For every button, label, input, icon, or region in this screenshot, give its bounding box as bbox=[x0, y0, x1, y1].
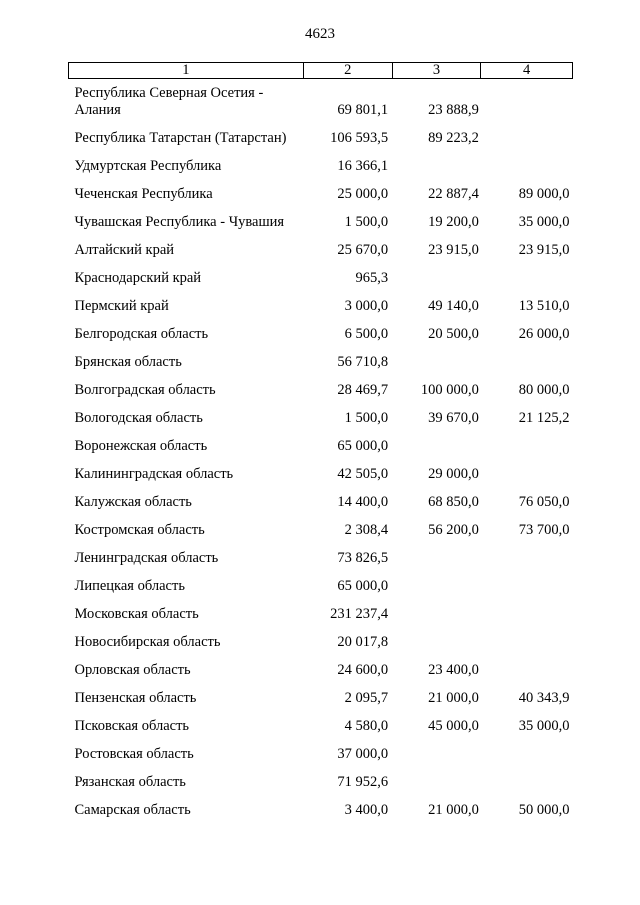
table-row bbox=[69, 651, 573, 679]
table-body bbox=[69, 79, 573, 820]
value-cell-col2: 37 000,0 bbox=[337, 746, 389, 762]
region-name-cell: Республика Северная Осетия - Алания bbox=[74, 85, 264, 118]
value-cell-col4: 76 050,0 bbox=[518, 494, 570, 510]
table-row bbox=[69, 399, 573, 427]
value-cell-col3 bbox=[392, 427, 481, 455]
value-cell-col3: 19 200,0 bbox=[428, 214, 479, 230]
region-name-cell: Псковская область bbox=[74, 718, 190, 734]
value-cell-col2: 14 400,0 bbox=[337, 494, 389, 510]
value-cell-col4: 23 915,0 bbox=[518, 242, 570, 258]
value-cell-col3 bbox=[392, 735, 481, 763]
value-cell-col4: 35 000,0 bbox=[518, 718, 570, 734]
region-name-cell: Калининградская область bbox=[74, 466, 234, 482]
value-cell-col2: 6 500,0 bbox=[344, 326, 389, 342]
region-name-cell: Брянская область bbox=[74, 354, 182, 370]
region-name-cell: Московская область bbox=[74, 606, 199, 622]
value-cell-col4 bbox=[481, 735, 573, 763]
region-name-cell: Волгоградская область bbox=[74, 382, 216, 398]
region-name-cell: Липецкая область bbox=[74, 578, 185, 594]
value-cell-col3: 21 000,0 bbox=[428, 690, 479, 706]
table-row bbox=[69, 539, 573, 567]
value-cell-col4: 89 000,0 bbox=[518, 186, 570, 202]
value-cell-col4 bbox=[481, 343, 573, 371]
table-row bbox=[69, 679, 573, 707]
value-cell-col3: 23 915,0 bbox=[428, 242, 479, 258]
data-table bbox=[68, 62, 573, 819]
value-cell-col3: 68 850,0 bbox=[428, 494, 479, 510]
value-cell-col3: 39 670,0 bbox=[428, 410, 479, 426]
region-name-cell: Калужская область bbox=[74, 494, 192, 510]
table-row bbox=[69, 735, 573, 763]
table-row bbox=[69, 259, 573, 287]
value-cell-col4 bbox=[481, 539, 573, 567]
value-cell-col4: 13 510,0 bbox=[518, 298, 570, 314]
value-cell-col4 bbox=[481, 147, 573, 175]
page-number: 4623 bbox=[305, 26, 335, 42]
value-cell-col2: 3 000,0 bbox=[344, 298, 389, 314]
table-row bbox=[69, 511, 573, 539]
value-cell-col3 bbox=[392, 567, 481, 595]
column-header: 4 bbox=[481, 63, 573, 79]
region-name-cell: Ростовская область bbox=[74, 746, 194, 762]
table-row bbox=[69, 483, 573, 511]
value-cell-col3: 45 000,0 bbox=[428, 718, 479, 734]
region-name-cell: Республика Татарстан (Татарстан) bbox=[74, 130, 287, 146]
value-cell-col4: 40 343,9 bbox=[518, 690, 570, 706]
value-cell-col4: 35 000,0 bbox=[518, 214, 570, 230]
value-cell-col4 bbox=[481, 455, 573, 483]
value-cell-col3: 56 200,0 bbox=[428, 522, 479, 538]
value-cell-col3: 49 140,0 bbox=[428, 298, 479, 314]
value-cell-col4 bbox=[481, 623, 573, 651]
value-cell-col2: 71 952,6 bbox=[337, 774, 389, 790]
table-row bbox=[69, 79, 573, 120]
region-name-cell: Самарская область bbox=[74, 802, 191, 818]
value-cell-col3 bbox=[392, 763, 481, 791]
value-cell-col2: 28 469,7 bbox=[337, 382, 389, 398]
value-cell-col4: 50 000,0 bbox=[518, 802, 570, 818]
value-cell-col4 bbox=[481, 427, 573, 455]
value-cell-col3: 23 400,0 bbox=[428, 662, 479, 678]
value-cell-col2: 73 826,5 bbox=[337, 550, 389, 566]
table-row bbox=[69, 315, 573, 343]
region-name-cell: Новосибирская область bbox=[74, 634, 221, 650]
region-name-cell: Рязанская область bbox=[74, 774, 186, 790]
column-header: 3 bbox=[392, 63, 481, 79]
column-header: 2 bbox=[303, 63, 392, 79]
value-cell-col2: 25 670,0 bbox=[337, 242, 389, 258]
value-cell-col2: 1 500,0 bbox=[344, 214, 389, 230]
value-cell-col4: 21 125,2 bbox=[518, 410, 570, 426]
value-cell-col3: 22 887,4 bbox=[428, 186, 479, 202]
region-name-cell: Вологодская область bbox=[74, 410, 203, 426]
value-cell-col4 bbox=[481, 651, 573, 679]
value-cell-col2: 42 505,0 bbox=[337, 466, 389, 482]
value-cell-col2: 24 600,0 bbox=[337, 662, 389, 678]
value-cell-col4: 73 700,0 bbox=[518, 522, 570, 538]
table-row bbox=[69, 287, 573, 315]
value-cell-col2: 2 095,7 bbox=[344, 690, 389, 706]
value-cell-col3: 21 000,0 bbox=[428, 802, 479, 818]
value-cell-col2: 65 000,0 bbox=[337, 438, 389, 454]
value-cell-col4 bbox=[481, 595, 573, 623]
value-cell-col3: 100 000,0 bbox=[420, 382, 479, 398]
region-name-cell: Воронежская область bbox=[74, 438, 208, 454]
value-cell-col4 bbox=[481, 79, 573, 120]
region-name-cell: Краснодарский край bbox=[74, 270, 202, 286]
table-row bbox=[69, 623, 573, 651]
table-row bbox=[69, 147, 573, 175]
table-row bbox=[69, 567, 573, 595]
region-name-cell: Алтайский край bbox=[74, 242, 175, 258]
region-name-cell: Ленинградская область bbox=[74, 550, 219, 566]
region-name-cell: Чеченская Республика bbox=[74, 186, 213, 202]
table-row bbox=[69, 455, 573, 483]
value-cell-col2: 965,3 bbox=[355, 270, 389, 286]
value-cell-col3 bbox=[392, 259, 481, 287]
table-row bbox=[69, 119, 573, 147]
value-cell-col4 bbox=[481, 567, 573, 595]
value-cell-col3 bbox=[392, 539, 481, 567]
value-cell-col3 bbox=[392, 343, 481, 371]
value-cell-col3: 20 500,0 bbox=[428, 326, 479, 342]
region-name-cell: Белгородская область bbox=[74, 326, 209, 342]
value-cell-col3: 23 888,9 bbox=[428, 102, 479, 118]
table-row bbox=[69, 707, 573, 735]
value-cell-col2: 25 000,0 bbox=[337, 186, 389, 202]
value-cell-col2: 20 017,8 bbox=[337, 634, 389, 650]
value-cell-col2: 231 237,4 bbox=[330, 606, 389, 622]
value-cell-col4 bbox=[481, 119, 573, 147]
value-cell-col4: 80 000,0 bbox=[518, 382, 570, 398]
value-cell-col3 bbox=[392, 595, 481, 623]
region-name-cell: Костромская область bbox=[74, 522, 205, 538]
value-cell-col2: 3 400,0 bbox=[344, 802, 389, 818]
table-header-row bbox=[69, 63, 573, 79]
value-cell-col2: 56 710,8 bbox=[337, 354, 389, 370]
value-cell-col2: 16 366,1 bbox=[337, 158, 389, 174]
value-cell-col2: 2 308,4 bbox=[344, 522, 389, 538]
value-cell-col3: 89 223,2 bbox=[428, 130, 479, 146]
value-cell-col2: 4 580,0 bbox=[344, 718, 389, 734]
value-cell-col4 bbox=[481, 763, 573, 791]
table-row bbox=[69, 427, 573, 455]
region-name-cell: Чувашская Республика - Чувашия bbox=[74, 214, 285, 230]
value-cell-col4: 26 000,0 bbox=[518, 326, 570, 342]
table-row bbox=[69, 595, 573, 623]
region-name-cell: Удмуртская Республика bbox=[74, 158, 222, 174]
column-header: 1 bbox=[69, 63, 304, 79]
value-cell-col3 bbox=[392, 147, 481, 175]
table-row bbox=[69, 791, 573, 819]
table-row bbox=[69, 175, 573, 203]
value-cell-col3 bbox=[392, 623, 481, 651]
table-row bbox=[69, 203, 573, 231]
table-row bbox=[69, 343, 573, 371]
value-cell-col2: 1 500,0 bbox=[344, 410, 389, 426]
table-row bbox=[69, 231, 573, 259]
region-name-cell: Орловская область bbox=[74, 662, 191, 678]
value-cell-col2: 65 000,0 bbox=[337, 578, 389, 594]
region-name-cell: Пензенская область bbox=[74, 690, 197, 706]
table-row bbox=[69, 763, 573, 791]
table-row bbox=[69, 371, 573, 399]
value-cell-col4 bbox=[481, 259, 573, 287]
value-cell-col2: 106 593,5 bbox=[330, 130, 389, 146]
value-cell-col2: 69 801,1 bbox=[337, 102, 389, 118]
region-name-cell: Пермский край bbox=[74, 298, 169, 314]
value-cell-col3: 29 000,0 bbox=[428, 466, 479, 482]
